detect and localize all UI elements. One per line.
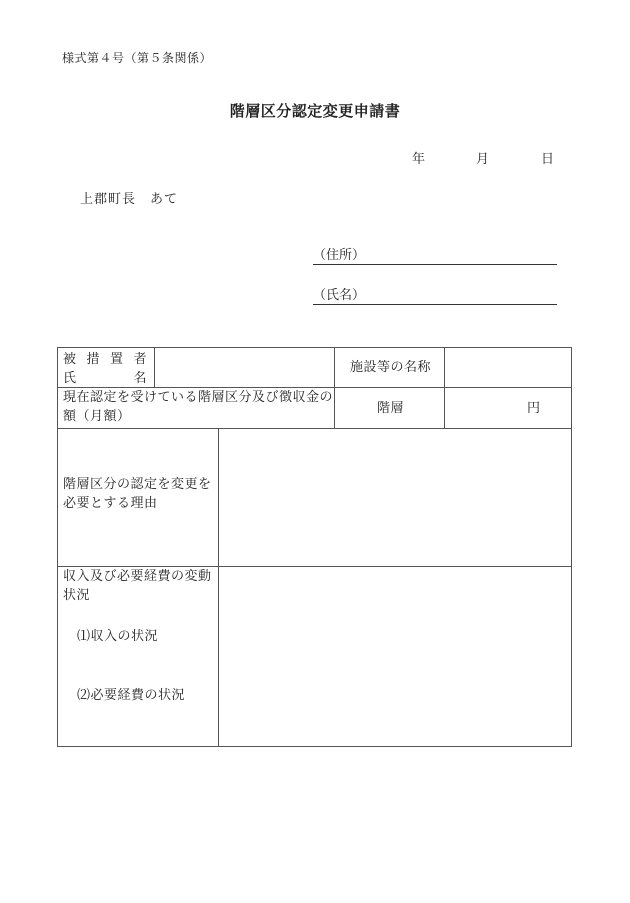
insured-name-label — [63, 350, 153, 388]
name-label: （氏名） — [313, 288, 366, 303]
insured-name-line1: 被 措 置 者 — [63, 352, 147, 367]
address-label: （住所） — [313, 248, 366, 263]
facility-name-input[interactable] — [445, 348, 571, 386]
facility-name-label: 施設等の名称 — [349, 359, 431, 375]
name-field[interactable] — [313, 288, 557, 305]
insured-name-input[interactable] — [155, 348, 333, 386]
reason-label: 階層区分の認定を変更を必要とする理由 — [63, 477, 212, 511]
current-level-label: 現在認定を受けている階層区分及び徴収金の額（月額） — [63, 390, 334, 424]
application-table — [57, 347, 572, 747]
income-status-label: ⑴収入の状況 — [77, 629, 159, 644]
level-unit-label: 階層 — [376, 400, 404, 416]
date-year-label: 年 — [412, 152, 426, 167]
address-field[interactable] — [313, 248, 557, 265]
date-day-label: 日 — [541, 152, 555, 167]
document-title: 階層区分認定変更申請書 — [229, 102, 401, 120]
addressee: 上郡町長 あて — [80, 192, 179, 207]
income-change-label: 収入及び必要経費の変動状況 — [63, 569, 212, 603]
col-divider — [334, 347, 335, 428]
date-month-label: 月 — [476, 152, 490, 167]
insured-name-line2: 氏 名 — [63, 371, 147, 386]
yen-unit-label: 円 — [527, 400, 541, 416]
form-number: 様式第４号（第５条関係） — [62, 51, 213, 65]
reason-input[interactable] — [219, 429, 571, 566]
expense-status-label: ⑵必要経費の状況 — [77, 688, 186, 703]
income-change-input[interactable] — [219, 567, 571, 746]
fee-amount-input[interactable] — [445, 388, 525, 428]
